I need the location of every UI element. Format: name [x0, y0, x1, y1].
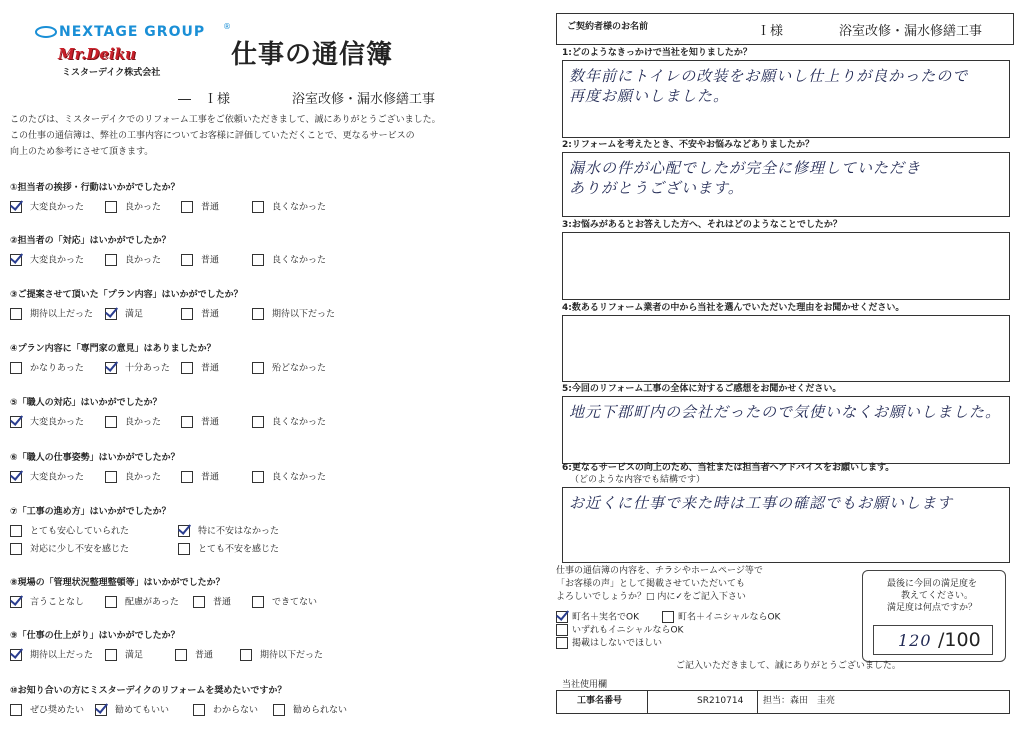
question-4-option-1[interactable] [10, 362, 84, 375]
checkbox[interactable] [10, 543, 22, 555]
option-label: 勧めてもいい [115, 705, 170, 716]
question-7-option-3[interactable] [10, 543, 129, 556]
option-label: とても安心していられた [30, 526, 130, 537]
question-label: ⑦「工事の進め方」はいかがでしたか？ [10, 507, 171, 517]
free-answer-box[interactable] [562, 315, 1010, 382]
question-label: ⑩お知り合いの方にミスターデイクのリフォームを奨めたいですか？ [10, 686, 287, 696]
option-label: 普通 [213, 597, 232, 608]
question-3-option-1[interactable] [10, 308, 93, 321]
checkbox[interactable] [175, 649, 187, 661]
checkbox[interactable] [10, 471, 22, 483]
option-label: 期待以下だった [260, 650, 324, 661]
option-label: 配慮があった [125, 597, 179, 608]
handwritten-answer: お近くに仕事で来た時は工事の確認でもお願いします [569, 494, 954, 512]
option-label: 普通 [195, 650, 214, 661]
checkbox[interactable] [273, 704, 285, 716]
publish-choice-1[interactable] [556, 611, 639, 624]
question-label: ④プラン内容に「専門家の意見」はありましたか？ [10, 344, 216, 354]
checkbox[interactable] [105, 308, 117, 320]
question-label: ③ご提案させて頂いた「プラン内容」はいかがでしたか？ [10, 290, 243, 300]
contract-name-row [556, 13, 1014, 45]
question-1-option-3[interactable] [181, 201, 219, 214]
free-answer-box[interactable] [562, 487, 1010, 563]
checkbox[interactable] [181, 416, 193, 428]
question-8-option-1[interactable] [10, 596, 84, 609]
handwritten-answer: 再度お願いしました。 [569, 87, 730, 105]
option-label: 普通 [201, 472, 220, 483]
checkbox[interactable] [252, 416, 264, 428]
question-2-option-1[interactable] [10, 254, 84, 267]
question-7-option-2[interactable] [178, 525, 279, 538]
handwritten-answer: ありがとうございます。 [569, 179, 744, 197]
publish-line-2: 「お客様の声」として掲載させていただいても [556, 579, 746, 589]
question-1-option-4[interactable] [252, 201, 326, 214]
choice-label: 掲載はしないでほしい [572, 638, 663, 649]
handwritten-answer: 地元下郡町内の会社だったので気使いなくお願いしました。 [569, 403, 1002, 421]
checkbox[interactable] [252, 254, 264, 266]
satisfaction-line-2: 教えてください。 [901, 591, 974, 601]
question-4-option-2[interactable] [105, 362, 170, 375]
checkbox[interactable] [556, 611, 568, 623]
option-label: 普通 [201, 255, 220, 266]
work-number-label: 工事名番号 [577, 696, 623, 706]
satisfaction-score-field[interactable] [873, 625, 993, 655]
question-9-option-2[interactable] [105, 649, 143, 662]
question-2-option-3[interactable] [181, 254, 219, 267]
handwritten-answer: 漏水の件が心配でしたが完全に修理していただき [569, 159, 922, 177]
checkbox[interactable] [556, 624, 568, 636]
option-label: 普通 [201, 363, 220, 374]
option-label: 大変良かった [30, 202, 85, 213]
office-label: 当社使用欄 [562, 680, 608, 690]
free-answer-box[interactable] [562, 60, 1010, 138]
question-label: ⑧現場の「管理状況整理整頓等」はいかがでしたか？ [10, 578, 225, 588]
question-3-option-2[interactable] [105, 308, 143, 321]
option-label: 普通 [201, 417, 220, 428]
checkbox[interactable] [105, 362, 117, 374]
option-label: 良かった [125, 417, 162, 428]
question-2-option-2[interactable] [105, 254, 161, 267]
question-5-option-3[interactable] [181, 416, 219, 429]
question-10-option-4[interactable] [273, 704, 347, 717]
option-label: 大変良かった [30, 255, 85, 266]
option-label: 良くなかった [272, 255, 327, 266]
option-label: 期待以上だった [30, 309, 94, 320]
brand-reg-mark: ® [223, 22, 231, 31]
option-label: かなりあった [30, 363, 84, 374]
divider [647, 691, 648, 713]
staff-name: 担当：森田 圭亮 [763, 696, 836, 706]
free-question-label: 6:更なるサービスの向上のため、当社または担当者へアドバイスをお願いします。 [562, 463, 895, 473]
checkbox[interactable] [10, 704, 22, 716]
office-table [556, 690, 1010, 714]
company-logo: Mr.Deiku [58, 45, 136, 63]
option-label: 満足 [125, 309, 144, 320]
free-question-label: 1:どのようなきっかけで当社を知りましたか？ [562, 48, 752, 58]
question-9-option-1[interactable] [10, 649, 93, 662]
thanks-text: ご記入いただきまして、誠にありがとうございました。 [676, 661, 901, 671]
option-label: 殆どなかった [272, 363, 327, 374]
checkbox[interactable] [10, 201, 22, 213]
question-7-option-4[interactable] [178, 543, 279, 556]
option-label: 言うことなし [30, 597, 85, 608]
checkbox[interactable] [193, 704, 205, 716]
checkbox[interactable] [556, 637, 568, 649]
checkbox[interactable] [105, 471, 117, 483]
question-1-option-2[interactable] [105, 201, 161, 214]
question-5-option-4[interactable] [252, 416, 326, 429]
checkbox[interactable] [662, 611, 674, 623]
option-label: 大変良かった [30, 472, 85, 483]
question-8-option-4[interactable] [252, 596, 317, 609]
option-label: 良くなかった [272, 202, 327, 213]
question-10-option-2[interactable] [95, 704, 169, 717]
free-answer-box[interactable] [562, 152, 1010, 217]
checkbox[interactable] [105, 254, 117, 266]
checkbox[interactable] [178, 525, 190, 537]
work-number: SR210714 [697, 696, 744, 706]
option-label: 満足 [125, 650, 144, 661]
question-9-option-4[interactable] [240, 649, 323, 662]
satisfaction-score: 120 [898, 631, 932, 650]
free-question-label: 5:今回のリフォーム工事の全体に対するご感想をお聞かせください。 [562, 384, 842, 394]
option-label: できてない [272, 597, 318, 608]
publish-choice-2[interactable] [662, 611, 780, 624]
question-6-option-3[interactable] [181, 471, 219, 484]
free-answer-box[interactable] [562, 232, 1010, 300]
checkbox[interactable] [252, 201, 264, 213]
question-label: ⑤「職人の対応」はいかがでしたか？ [10, 398, 162, 408]
question-8-option-3[interactable] [193, 596, 231, 609]
checkbox[interactable] [10, 649, 22, 661]
checkbox[interactable] [10, 254, 22, 266]
contract-project: 浴室改修・漏水修繕工事 [839, 24, 983, 39]
contract-name-value: Ｉ様 [757, 24, 784, 39]
question-label: ⑥「職人の仕事姿勢」はいかがでしたか？ [10, 453, 180, 463]
customer-name: ― Ｉ様 [178, 92, 231, 107]
checkbox[interactable] [181, 471, 193, 483]
contract-name-label: ご契約者様のお名前 [567, 22, 649, 32]
question-8-option-2[interactable] [105, 596, 179, 609]
question-4-option-4[interactable] [252, 362, 326, 375]
brand-name: NEXTAGE GROUP [59, 24, 206, 40]
question-5-option-2[interactable] [105, 416, 161, 429]
question-10-option-1[interactable] [10, 704, 84, 717]
publish-line-3: よろしいでしょうか？ [556, 592, 647, 602]
page-title: 仕事の通信簿 [231, 40, 394, 70]
checkbox[interactable] [252, 471, 264, 483]
checkbox[interactable] [10, 416, 22, 428]
option-label: 良かった [125, 202, 162, 213]
question-1-option-1[interactable] [10, 201, 84, 214]
publish-line-1: 仕事の通信簿の内容を、チラシやホームページ等で [556, 566, 763, 576]
publish-choice-4[interactable] [556, 637, 662, 650]
option-label: わからない [213, 705, 259, 716]
intro-line-1: このたびは、ミスターデイクでのリフォーム工事をご依頼いただきまして、誠にありがとうございました。 [10, 115, 441, 125]
question-6-option-4[interactable] [252, 471, 326, 484]
checkbox[interactable] [252, 362, 264, 374]
option-label: 良くなかった [272, 472, 327, 483]
checkbox[interactable] [10, 525, 22, 537]
checkbox[interactable] [105, 649, 117, 661]
checkbox[interactable] [252, 596, 264, 608]
question-label: ②担当者の「対応」はいかがでしたか？ [10, 236, 171, 246]
checkbox[interactable] [105, 201, 117, 213]
choice-label: いずれもイニシャルならOK [572, 625, 684, 636]
checkbox[interactable] [252, 308, 264, 320]
option-label: 良かった [125, 255, 162, 266]
choice-label: 町名＋実名でOK [572, 612, 639, 623]
question-6-option-1[interactable] [10, 471, 84, 484]
choice-label: 町名＋イニシャルならOK [678, 612, 781, 623]
satisfaction-line-1: 最後に今回の満足度を [887, 579, 978, 589]
checkbox[interactable] [10, 596, 22, 608]
question-5-option-1[interactable] [10, 416, 84, 429]
free-question-label: 4:数あるリフォーム業者の中から当社を選んでいただいた理由をお聞かせください。 [562, 303, 905, 313]
checkbox[interactable] [181, 201, 193, 213]
free-question-label: 2:リフォームを考えたとき、不安やお悩みなどありましたか？ [562, 140, 815, 150]
question-label: ⑨「仕事の仕上がり」はいかがでしたか？ [10, 631, 180, 641]
handwritten-answer: 数年前にトイレの改装をお願いし仕上りが良かったので [569, 67, 969, 85]
intro-line-3: 向上のため参考にさせて頂きます。 [10, 147, 154, 157]
divider [757, 691, 758, 713]
satisfaction-box [862, 570, 1006, 662]
question-label: ①担当者の挨拶・行動はいかがでしたか？ [10, 183, 180, 193]
option-label: 対応に少し不安を感じた [30, 544, 130, 555]
intro-line-2: この仕事の通信簿は、弊社の工事内容についてお客様に評価していただくことで、更なるサービスの [10, 131, 415, 141]
checkbox[interactable] [181, 254, 193, 266]
question-2-option-4[interactable] [252, 254, 326, 267]
question-10-option-3[interactable] [193, 704, 258, 717]
option-label: 期待以上だった [30, 650, 94, 661]
checkbox[interactable] [10, 362, 22, 374]
free-question-sub: （どのような内容でも結構です） [570, 475, 706, 485]
project-name: 浴室改修・漏水修繕工事 [292, 92, 436, 107]
free-question-label: 3:お悩みがあるとお答えした方へ、それはどのようなことでしたか？ [562, 220, 842, 230]
company-name: ミスターデイク株式会社 [62, 68, 161, 78]
option-label: 普通 [201, 202, 220, 213]
checkbox[interactable] [181, 362, 193, 374]
checkbox[interactable] [178, 543, 190, 555]
option-label: 良くなかった [272, 417, 327, 428]
checkbox[interactable] [95, 704, 107, 716]
option-label: 十分あった [125, 363, 170, 374]
option-label: 特に不安はなかった [198, 526, 280, 537]
question-9-option-3[interactable] [175, 649, 213, 662]
option-label: 大変良かった [30, 417, 85, 428]
satisfaction-max: /100 [938, 629, 981, 651]
checkbox[interactable] [10, 308, 22, 320]
question-3-option-4[interactable] [252, 308, 335, 321]
option-label: ぜひ奨めたい [30, 705, 85, 716]
brand-swoosh-icon [35, 25, 57, 39]
checkbox[interactable] [105, 596, 117, 608]
checkbox[interactable] [240, 649, 252, 661]
publish-instruction: □ 内に✓をご記入下さい [646, 592, 746, 602]
question-6-option-2[interactable] [105, 471, 161, 484]
question-3-option-3[interactable] [181, 308, 219, 321]
checkbox[interactable] [193, 596, 205, 608]
question-4-option-3[interactable] [181, 362, 219, 375]
option-label: 普通 [201, 309, 220, 320]
checkbox[interactable] [105, 416, 117, 428]
publish-choice-3[interactable] [556, 624, 683, 637]
option-label: 勧められない [293, 705, 348, 716]
question-7-option-1[interactable] [10, 525, 129, 538]
option-label: 期待以下だった [272, 309, 336, 320]
satisfaction-line-3: 満足度は何点ですか？ [887, 603, 978, 613]
free-answer-box[interactable] [562, 396, 1010, 464]
checkbox[interactable] [181, 308, 193, 320]
option-label: とても不安を感じた [198, 544, 280, 555]
option-label: 良かった [125, 472, 162, 483]
